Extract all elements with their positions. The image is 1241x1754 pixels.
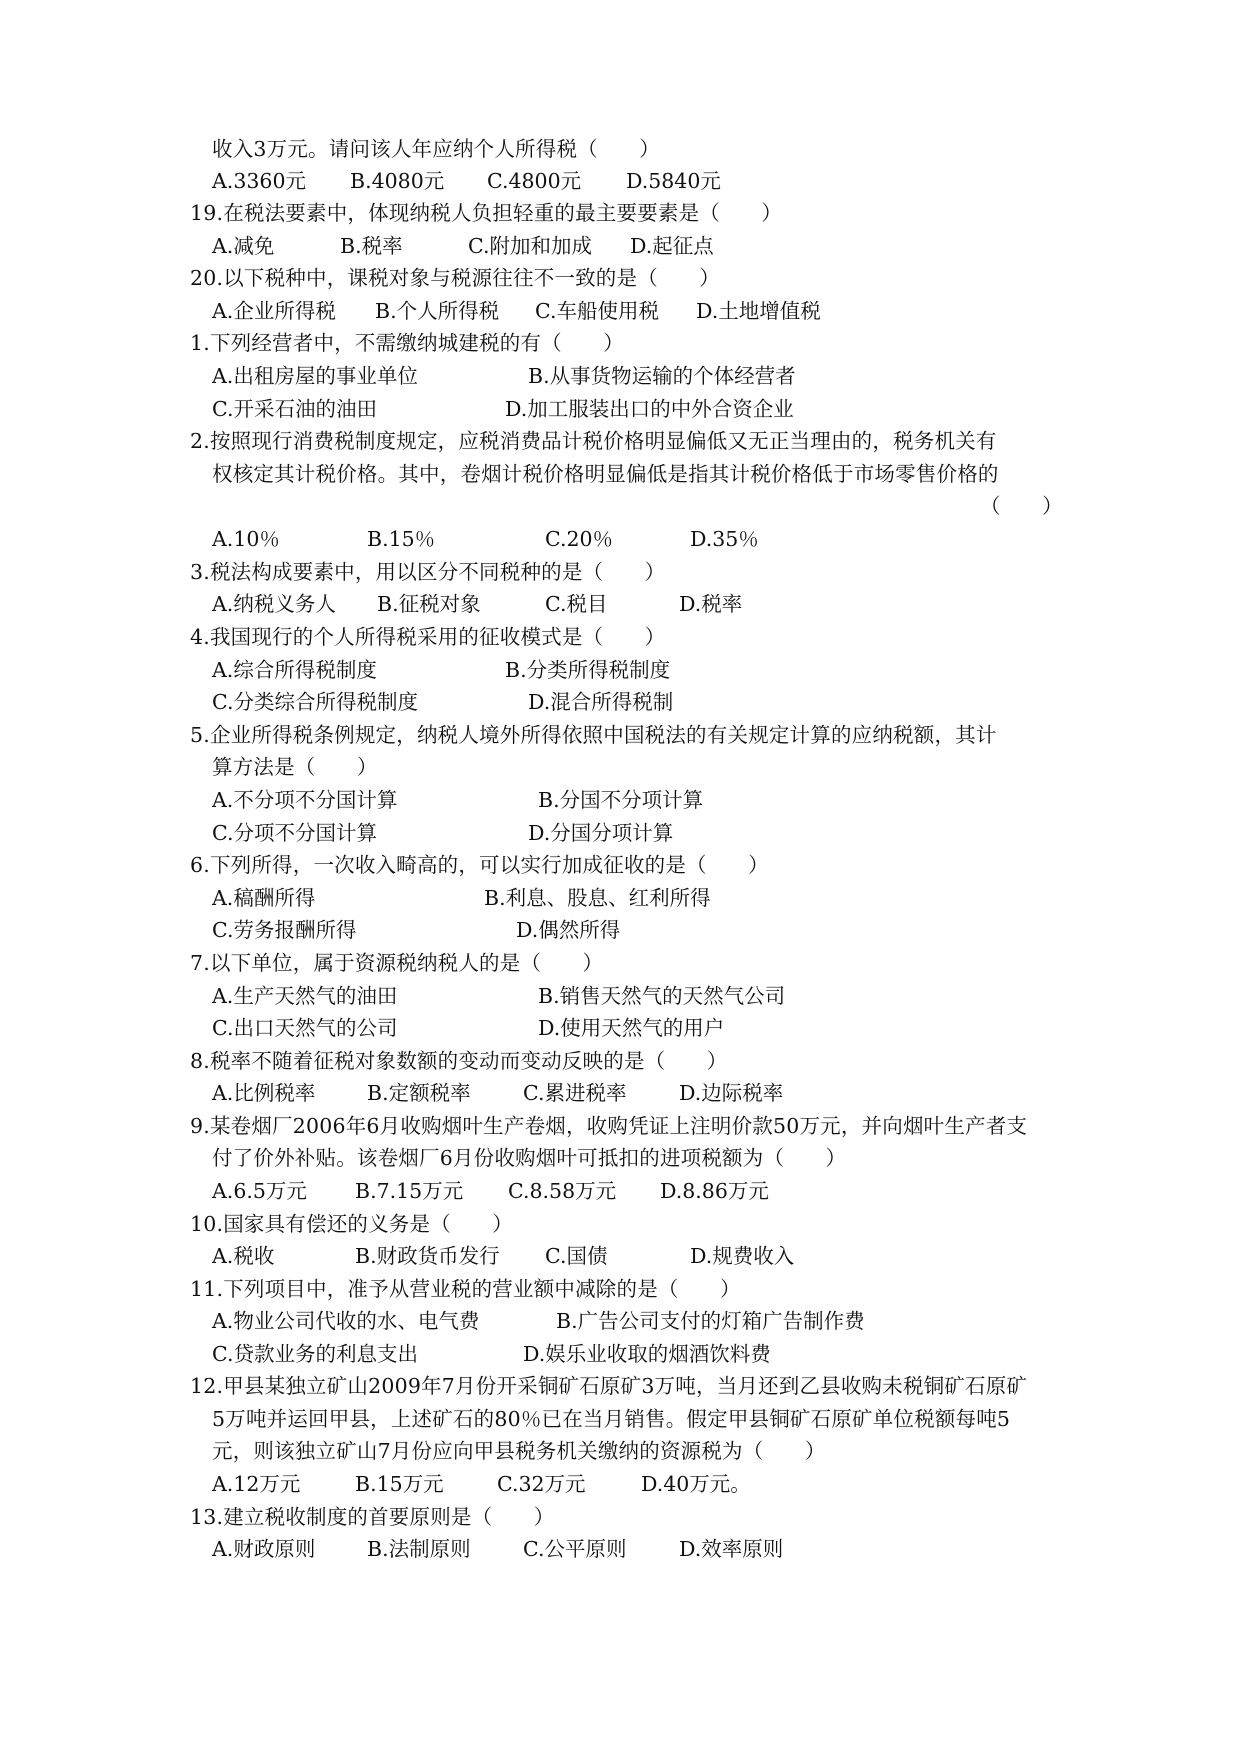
q20-option-d: D.土地增值税 xyxy=(696,299,821,323)
m10-option-b: B.财政货币发行 xyxy=(355,1244,500,1268)
m3-option-c: C.税目 xyxy=(545,592,608,616)
m13-option-d: D.效率原则 xyxy=(679,1537,784,1561)
m6-option-b: B.利息、股息、红利所得 xyxy=(484,886,711,910)
q19-option-a: A.减免 xyxy=(212,234,275,258)
multi-question-11: 11.下列项目中，准予从营业税的营业额中减除的是（ ） xyxy=(190,1277,741,1301)
multi-question-5-line-1: 5.企业所得税条例规定，纳税人境外所得依照中国税法的有关规定计算的应纳税额，其计 xyxy=(190,723,997,747)
m1-option-b: B.从事货物运输的个体经营者 xyxy=(528,364,796,388)
multi-question-10: 10.国家具有偿还的义务是（ ） xyxy=(190,1212,514,1236)
m2-option-d: D.35％ xyxy=(690,527,759,551)
m7-option-d: D.使用天然气的用户 xyxy=(538,1016,725,1040)
multi-question-7: 7.以下单位，属于资源税纳税人的是（ ） xyxy=(190,951,604,975)
q19-option-b: B.税率 xyxy=(340,234,403,258)
m1-option-a: A.出租房屋的事业单位 xyxy=(212,364,418,388)
multi-question-9-line-2: 付了价外补贴。该卷烟厂6月份收购烟叶可抵扣的进项税额为（ ） xyxy=(212,1146,847,1170)
multi-question-12-line-1: 12.甲县某独立矿山2009年7月份开采铜矿石原矿3万吨，当月还到乙县收购未税铜矿石原矿 xyxy=(190,1374,1028,1398)
m9-option-a: A.6.5万元 xyxy=(212,1179,307,1203)
m4-option-a: A.综合所得税制度 xyxy=(212,658,377,682)
m11-option-a: A.物业公司代收的水、电气费 xyxy=(212,1309,480,1333)
m4-option-d: D.混合所得税制 xyxy=(528,690,674,714)
multi-question-6: 6.下列所得，一次收入畸高的，可以实行加成征收的是（ ） xyxy=(190,853,769,877)
m10-option-a: A.税收 xyxy=(212,1244,275,1268)
m12-option-b: B.15万元 xyxy=(355,1472,444,1496)
m11-option-b: B.广告公司支付的灯箱广告制作费 xyxy=(556,1309,865,1333)
m7-option-a: A.生产天然气的油田 xyxy=(212,984,398,1008)
multi-question-2-line-2: 权核定其计税价格。其中，卷烟计税价格明显偏低是指其计税价格低于市场零售价格的 xyxy=(212,462,999,486)
question-18-continuation: 收入3万元。请问该人年应纳个人所得税（ ） xyxy=(212,137,660,161)
m7-option-b: B.销售天然气的天然气公司 xyxy=(538,984,786,1008)
m8-option-b: B.定额税率 xyxy=(367,1081,471,1105)
m13-option-a: A.财政原则 xyxy=(212,1537,316,1561)
m12-option-a: A.12万元 xyxy=(212,1472,301,1496)
multi-question-3: 3.税法构成要素中，用以区分不同税种的是（ ） xyxy=(190,560,666,584)
multi-question-8: 8.税率不随着征税对象数额的变动而变动反映的是（ ） xyxy=(190,1049,728,1073)
m3-option-b: B.征税对象 xyxy=(377,592,481,616)
m9-option-c: C.8.58万元 xyxy=(508,1179,617,1203)
q18-option-c: C.4800元 xyxy=(487,169,582,193)
m2-option-c: C.20％ xyxy=(545,527,614,551)
m9-option-d: D.8.86万元 xyxy=(660,1179,769,1203)
m5-option-d: D.分国分项计算 xyxy=(528,821,674,845)
m2-option-b: B.15％ xyxy=(367,527,436,551)
m12-option-d: D.40万元。 xyxy=(641,1472,751,1496)
q20-option-c: C.车船使用税 xyxy=(535,299,659,323)
m1-option-d: D.加工服装出口的中外合资企业 xyxy=(505,397,794,421)
m12-option-c: C.32万元 xyxy=(497,1472,586,1496)
q18-option-a: A.3360元 xyxy=(212,169,306,193)
m7-option-c: C.出口天然气的公司 xyxy=(212,1016,398,1040)
m8-option-c: C.累进税率 xyxy=(523,1081,627,1105)
multi-question-13: 13.建立税收制度的首要原则是（ ） xyxy=(190,1505,555,1529)
m13-option-c: C.公平原则 xyxy=(523,1537,627,1561)
multi-question-12-line-3: 元，则该独立矿山7月份应向甲县税务机关缴纳的资源税为（ ） xyxy=(212,1439,826,1463)
q19-option-c: C.附加和加成 xyxy=(468,234,592,258)
m4-option-c: C.分类综合所得税制度 xyxy=(212,690,418,714)
multi-question-4: 4.我国现行的个人所得税采用的征收模式是（ ） xyxy=(190,625,666,649)
question-20: 20.以下税种中，课税对象与税源往往不一致的是（ ） xyxy=(190,266,721,290)
m5-option-b: B.分国不分项计算 xyxy=(538,788,704,812)
m5-option-c: C.分项不分国计算 xyxy=(212,821,377,845)
m6-option-c: C.劳务报酬所得 xyxy=(212,918,357,942)
multi-question-2-answer-blank: （ ） xyxy=(980,494,1063,518)
q18-option-d: D.5840元 xyxy=(626,169,721,193)
m11-option-d: D.娱乐业收取的烟酒饮料费 xyxy=(523,1342,771,1366)
m5-option-a: A.不分项不分国计算 xyxy=(212,788,398,812)
m10-option-d: D.规费收入 xyxy=(690,1244,795,1268)
m3-option-d: D.税率 xyxy=(679,592,743,616)
m4-option-b: B.分类所得税制度 xyxy=(505,658,671,682)
m1-option-c: C.开采石油的油田 xyxy=(212,397,377,421)
m6-option-d: D.偶然所得 xyxy=(516,918,621,942)
q19-option-d: D.起征点 xyxy=(630,234,714,258)
m9-option-b: B.7.15万元 xyxy=(355,1179,464,1203)
m2-option-a: A.10％ xyxy=(212,527,280,551)
m6-option-a: A.稿酬所得 xyxy=(212,886,316,910)
m11-option-c: C.贷款业务的利息支出 xyxy=(212,1342,418,1366)
q18-option-b: B.4080元 xyxy=(350,169,445,193)
multi-question-12-line-2: 5万吨并运回甲县，上述矿石的80％已在当月销售。假定甲县铜矿石原矿单位税额每吨5 xyxy=(212,1407,1011,1431)
m8-option-a: A.比例税率 xyxy=(212,1081,316,1105)
m13-option-b: B.法制原则 xyxy=(367,1537,471,1561)
multi-question-2-line-1: 2.按照现行消费税制度规定，应税消费品计税价格明显偏低又无正当理由的，税务机关有 xyxy=(190,429,997,453)
q20-option-b: B.个人所得税 xyxy=(375,299,500,323)
multi-question-5-line-2: 算方法是（ ） xyxy=(212,755,378,779)
multi-question-1: 1.下列经营者中，不需缴纳城建税的有（ ） xyxy=(190,331,624,355)
m3-option-a: A.纳税义务人 xyxy=(212,592,336,616)
multi-question-9-line-1: 9.某卷烟厂2006年6月收购烟叶生产卷烟，收购凭证上注明价款50万元，并向烟叶生产者支 xyxy=(190,1114,1028,1138)
m10-option-c: C.国债 xyxy=(545,1244,608,1268)
q20-option-a: A.企业所得税 xyxy=(212,299,336,323)
question-19: 19.在税法要素中，体现纳税人负担轻重的最主要要素是（ ） xyxy=(190,201,783,225)
m8-option-d: D.边际税率 xyxy=(679,1081,784,1105)
